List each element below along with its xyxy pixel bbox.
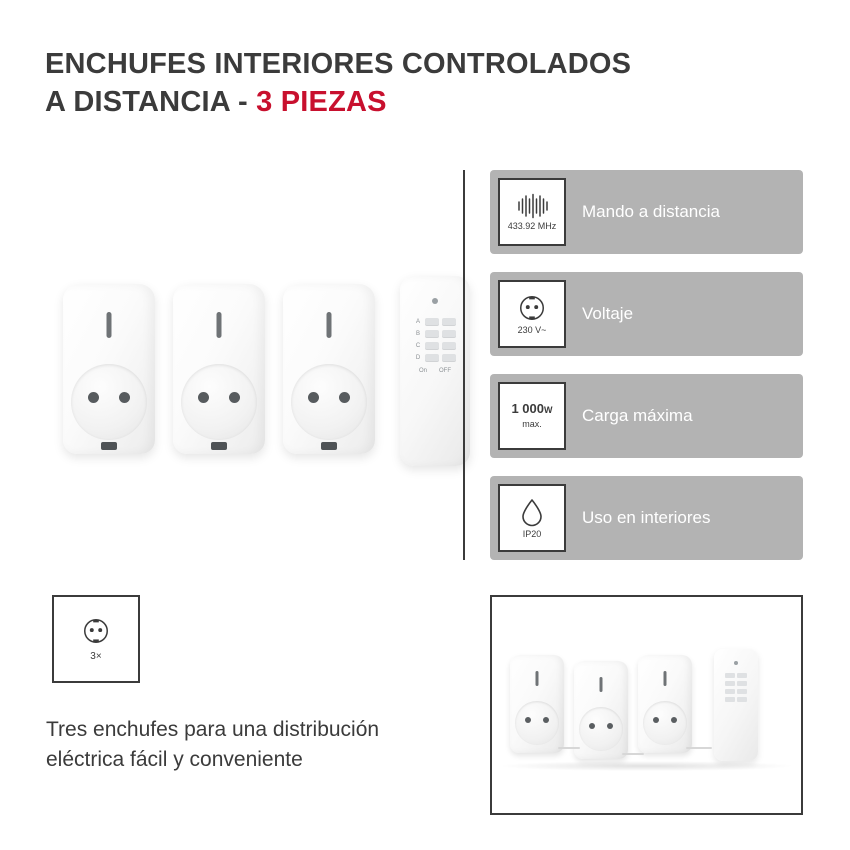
product-photo-frame bbox=[490, 595, 803, 815]
remote-off-label: OFF bbox=[439, 368, 451, 374]
photo-socket-1 bbox=[510, 655, 564, 753]
product-hero-group bbox=[55, 270, 451, 480]
spec-value: 1 000 bbox=[511, 401, 545, 417]
spec-unit: W bbox=[544, 405, 553, 416]
remote-key-on bbox=[725, 689, 735, 694]
socket-pin-hole-left bbox=[308, 392, 319, 403]
remote-key-off bbox=[442, 342, 456, 350]
spec-row-max-load bbox=[490, 374, 803, 458]
socket-icon bbox=[81, 616, 111, 646]
spec-value: IP20 bbox=[522, 528, 542, 539]
spec-label: Voltaje bbox=[582, 304, 634, 323]
socket-face bbox=[643, 701, 687, 745]
remote-key-off bbox=[737, 689, 747, 694]
socket-face bbox=[71, 364, 147, 440]
remote-row-label: D bbox=[415, 355, 421, 361]
smart-socket-2 bbox=[173, 284, 265, 454]
photo-socket-2 bbox=[574, 661, 628, 759]
photo-cable bbox=[622, 753, 644, 755]
socket-pin-hole-right bbox=[671, 717, 677, 723]
smart-socket-3 bbox=[283, 284, 375, 454]
remote-on-label: On bbox=[418, 368, 427, 374]
callout-description bbox=[46, 715, 466, 776]
spec-icon-box bbox=[498, 382, 566, 450]
socket-indicator-slot bbox=[107, 312, 112, 338]
remote-key-off bbox=[737, 673, 747, 678]
spec-value: 433.92 MHz bbox=[507, 220, 557, 231]
photo-cable bbox=[558, 747, 580, 749]
specification-list bbox=[463, 170, 803, 560]
remote-key-on bbox=[425, 318, 439, 326]
spec-subvalue: max. bbox=[522, 418, 542, 429]
title-line-2-accent: 3 PIEZAS bbox=[256, 86, 387, 119]
water-drop-icon bbox=[519, 497, 545, 527]
remote-key-row bbox=[413, 342, 457, 350]
remote-key-on bbox=[425, 330, 439, 338]
socket-pin-hole-right bbox=[339, 392, 350, 403]
spec-label: Mando a distancia bbox=[582, 202, 720, 221]
remote-led-icon bbox=[432, 298, 438, 304]
socket-indicator-slot bbox=[536, 671, 539, 686]
remote-key-off bbox=[737, 681, 747, 686]
radio-wave-icon bbox=[515, 193, 549, 219]
remote-key-row bbox=[413, 354, 457, 362]
remote-key-row bbox=[413, 318, 457, 326]
photo-remote-control bbox=[714, 649, 758, 761]
remote-key-on bbox=[425, 342, 439, 350]
title-line-1: ENCHUFES INTERIORES CONTROLADOS bbox=[45, 48, 632, 80]
socket-indicator-slot bbox=[327, 312, 332, 338]
socket-earth-contact bbox=[101, 442, 117, 450]
socket-pin-hole-right bbox=[119, 392, 130, 403]
socket-pin-hole-left bbox=[88, 392, 99, 403]
remote-key-row bbox=[722, 681, 750, 686]
socket-pin-hole-left bbox=[589, 723, 595, 729]
socket-icon bbox=[517, 293, 547, 323]
photo-shadow bbox=[502, 761, 791, 771]
socket-pin-hole-right bbox=[229, 392, 240, 403]
socket-pin-hole-left bbox=[198, 392, 209, 403]
socket-earth-contact bbox=[321, 442, 337, 450]
spec-row-remote-control bbox=[490, 170, 803, 254]
remote-led-icon bbox=[734, 661, 738, 665]
socket-face bbox=[515, 701, 559, 745]
spec-value: 230 V~ bbox=[517, 324, 547, 335]
remote-key-on bbox=[425, 354, 439, 362]
socket-face bbox=[579, 707, 623, 751]
socket-indicator-slot bbox=[600, 677, 603, 692]
remote-key-row bbox=[722, 689, 750, 694]
photo-cable bbox=[686, 747, 712, 749]
remote-key-off bbox=[737, 697, 747, 702]
remote-key-row bbox=[413, 330, 457, 338]
title-line-2 bbox=[45, 83, 745, 121]
remote-key-row bbox=[722, 673, 750, 678]
callout-line-1: Tres enchufes para una distribución bbox=[46, 718, 380, 741]
remote-row-label: A bbox=[415, 319, 420, 325]
remote-key-on bbox=[725, 673, 735, 678]
spec-icon-box bbox=[498, 280, 566, 348]
remote-row-label: B bbox=[415, 331, 420, 337]
remote-key-on bbox=[725, 697, 735, 702]
smart-socket-1 bbox=[63, 284, 155, 454]
spec-icon-box bbox=[498, 484, 566, 552]
spec-row-indoor-use bbox=[490, 476, 803, 560]
remote-key-off bbox=[442, 354, 456, 362]
callout-icon-box bbox=[52, 595, 140, 683]
socket-earth-contact bbox=[211, 442, 227, 450]
remote-key-row bbox=[722, 697, 750, 702]
remote-key-off bbox=[442, 330, 456, 338]
socket-pin-hole-left bbox=[525, 717, 531, 723]
socket-face bbox=[181, 364, 257, 440]
remote-key-on bbox=[725, 681, 735, 686]
socket-pin-hole-right bbox=[543, 717, 549, 723]
socket-indicator-slot bbox=[664, 671, 667, 686]
socket-face bbox=[291, 364, 367, 440]
spec-label: Carga máxima bbox=[582, 406, 693, 425]
remote-key-off bbox=[442, 318, 456, 326]
spec-row-voltage bbox=[490, 272, 803, 356]
socket-indicator-slot bbox=[217, 312, 222, 338]
spec-value-wrapper bbox=[511, 402, 552, 416]
callout-line-2: eléctrica fácil y conveniente bbox=[46, 748, 303, 772]
spec-label: Uso en interiores bbox=[582, 508, 711, 527]
title-line-2-prefix: A DISTANCIA - bbox=[45, 86, 257, 119]
photo-socket-3 bbox=[638, 655, 692, 753]
socket-pin-hole-left bbox=[653, 717, 659, 723]
spec-icon-box bbox=[498, 178, 566, 246]
remote-control bbox=[400, 276, 470, 466]
remote-keypad bbox=[722, 673, 750, 705]
remote-column-labels bbox=[400, 368, 470, 374]
socket-pin-hole-right bbox=[607, 723, 613, 729]
remote-row-label: C bbox=[415, 343, 421, 349]
page-title bbox=[45, 45, 745, 122]
callout-quantity: 3× bbox=[90, 651, 102, 662]
remote-keypad bbox=[413, 318, 457, 366]
spec-list-rail bbox=[463, 170, 465, 560]
